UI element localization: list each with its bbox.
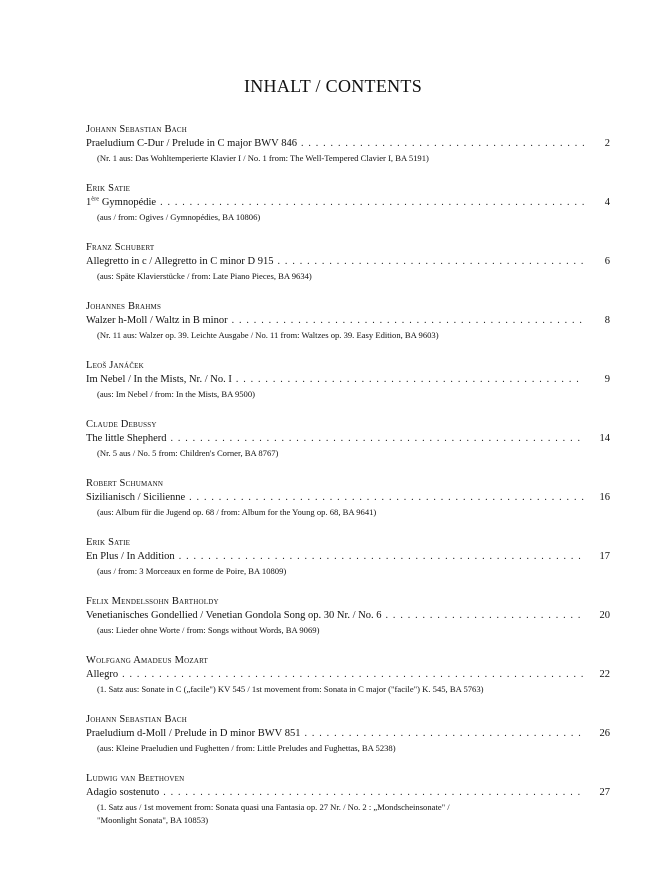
work-ordinal-suffix: ère	[91, 195, 100, 203]
dot-leader	[386, 609, 584, 623]
page-number: 16	[599, 492, 610, 503]
composer-name: Claude Debussy	[86, 419, 157, 430]
list-item	[86, 772, 610, 826]
composer-name: Erik Satie	[86, 537, 131, 548]
composer-name: Leoš Janáček	[86, 360, 144, 371]
work-title	[86, 196, 156, 210]
dot-leader	[170, 432, 584, 446]
work-line[interactable]	[86, 727, 610, 741]
list-item	[86, 713, 610, 754]
composer-name: Johann Sebastian Bach	[86, 124, 188, 135]
work-line[interactable]	[86, 609, 610, 623]
work-title: En Plus / In Addition	[86, 551, 175, 562]
work-line[interactable]	[86, 668, 610, 682]
composer-name: Erik Satie	[86, 183, 131, 194]
work-title: Walzer h-Moll / Waltz in B minor	[86, 315, 228, 326]
page-number: 9	[604, 374, 610, 385]
page-number: 27	[599, 787, 610, 798]
list-item	[86, 123, 610, 164]
composer-name: Felix Mendelssohn Bartholdy	[86, 596, 219, 607]
dot-leader	[160, 196, 584, 210]
page-number: 4	[604, 197, 610, 208]
list-item	[86, 418, 610, 459]
work-line[interactable]	[86, 255, 610, 269]
page-number: 6	[604, 256, 610, 267]
work-line[interactable]	[86, 373, 610, 387]
source-note-continued: "Moonlight Sonata", BA 10853)	[97, 815, 209, 825]
dot-leader	[278, 255, 584, 269]
source-note: (aus: Album für die Jugend op. 68 / from: Album for the Young op. 68, BA 9641)	[97, 507, 377, 517]
work-title-text: Gymnopédie	[99, 197, 157, 208]
dot-leader	[122, 668, 584, 682]
dot-leader	[163, 786, 584, 800]
dot-leader	[301, 137, 584, 151]
work-title: Venetianisches Gondellied / Venetian Gondola Song op. 30 Nr. / No. 6	[86, 610, 382, 621]
work-title: Allegro	[86, 669, 119, 680]
source-note: (aus: Im Nebel / from: In the Mists, BA 9500)	[97, 389, 256, 399]
list-item	[86, 359, 610, 400]
page-number: 8	[604, 315, 610, 326]
work-title: Praeludium d-Moll / Prelude in D minor BWV 851	[86, 728, 301, 739]
composer-name: Johann Sebastian Bach	[86, 714, 188, 725]
list-item	[86, 182, 610, 223]
list-item	[86, 536, 610, 577]
list-item	[86, 654, 610, 695]
work-ordinal: 1	[86, 197, 92, 208]
work-line[interactable]	[86, 786, 610, 800]
page-number: 14	[599, 433, 610, 444]
work-title: Im Nebel / In the Mists, Nr. / No. I	[86, 374, 232, 385]
source-note: (aus: Lieder ohne Worte / from: Songs without Words, BA 9069)	[97, 625, 320, 635]
page-number: 22	[599, 669, 610, 680]
dot-leader	[232, 314, 584, 328]
composer-name: Wolfgang Amadeus Mozart	[86, 655, 209, 666]
work-line[interactable]	[86, 491, 610, 505]
source-note: (aus / from: Ogives / Gymnopédies, BA 10806)	[97, 212, 261, 222]
composer-name: Johannes Brahms	[86, 301, 162, 312]
source-note: (Nr. 11 aus: Walzer op. 39. Leichte Ausgabe / No. 11 from: Waltzes op. 39. Easy Edition, BA 9603)	[97, 330, 439, 340]
work-title: Sizilianisch / Sicilienne	[86, 492, 186, 503]
work-line[interactable]	[86, 314, 610, 328]
work-title: Allegretto in c / Allegretto in C minor D 915	[86, 256, 274, 267]
source-note: (1. Satz aus: Sonate in C („facile") KV 545 / 1st movement from: Sonata in C major ("facile") K. 545, BA 5763)	[97, 684, 484, 694]
work-line[interactable]	[86, 137, 610, 151]
work-line[interactable]	[86, 196, 610, 210]
source-note: (Nr. 5 aus / No. 5 from: Children's Corner, BA 8767)	[97, 448, 279, 458]
composer-name: Robert Schumann	[86, 478, 164, 489]
page-number: 17	[599, 551, 610, 562]
work-title: Praeludium C-Dur / Prelude in C major BWV 846	[86, 138, 297, 149]
dot-leader	[189, 491, 584, 505]
list-item	[86, 595, 610, 636]
list-item	[86, 241, 610, 282]
work-line[interactable]	[86, 432, 610, 446]
page-title: INHALT / CONTENTS	[243, 76, 423, 96]
work-line[interactable]	[86, 550, 610, 564]
list-item	[86, 477, 610, 518]
composer-name: Ludwig van Beethoven	[86, 773, 185, 784]
source-note: (Nr. 1 aus: Das Wohltemperierte Klavier I / No. 1 from: The Well-Tempered Clavier I, BA 5191)	[97, 153, 429, 163]
source-note: (aus / from: 3 Morceaux en forme de Poire, BA 10809)	[97, 566, 287, 576]
page-number: 20	[599, 610, 610, 621]
dot-leader	[179, 550, 584, 564]
source-note: (aus: Kleine Praeludien und Fughetten / from: Little Preludes and Fughettas, BA 5238)	[97, 743, 396, 753]
work-title: Adagio sostenuto	[86, 787, 160, 798]
contents-list	[86, 123, 610, 844]
dot-leader	[304, 727, 584, 741]
list-item	[86, 300, 610, 341]
source-note: (1. Satz aus / 1st movement from: Sonata quasi una Fantasia op. 27 Nr. / No. 2 : „Mondscheinsonate" /	[97, 802, 450, 812]
source-note: (aus: Späte Klavierstücke / from: Late Piano Pieces, BA 9634)	[97, 271, 312, 281]
dot-leader	[236, 373, 584, 387]
page-number: 26	[599, 728, 610, 739]
work-title: The little Shepherd	[86, 433, 167, 444]
page-number: 2	[604, 138, 610, 149]
composer-name: Franz Schubert	[86, 242, 155, 253]
